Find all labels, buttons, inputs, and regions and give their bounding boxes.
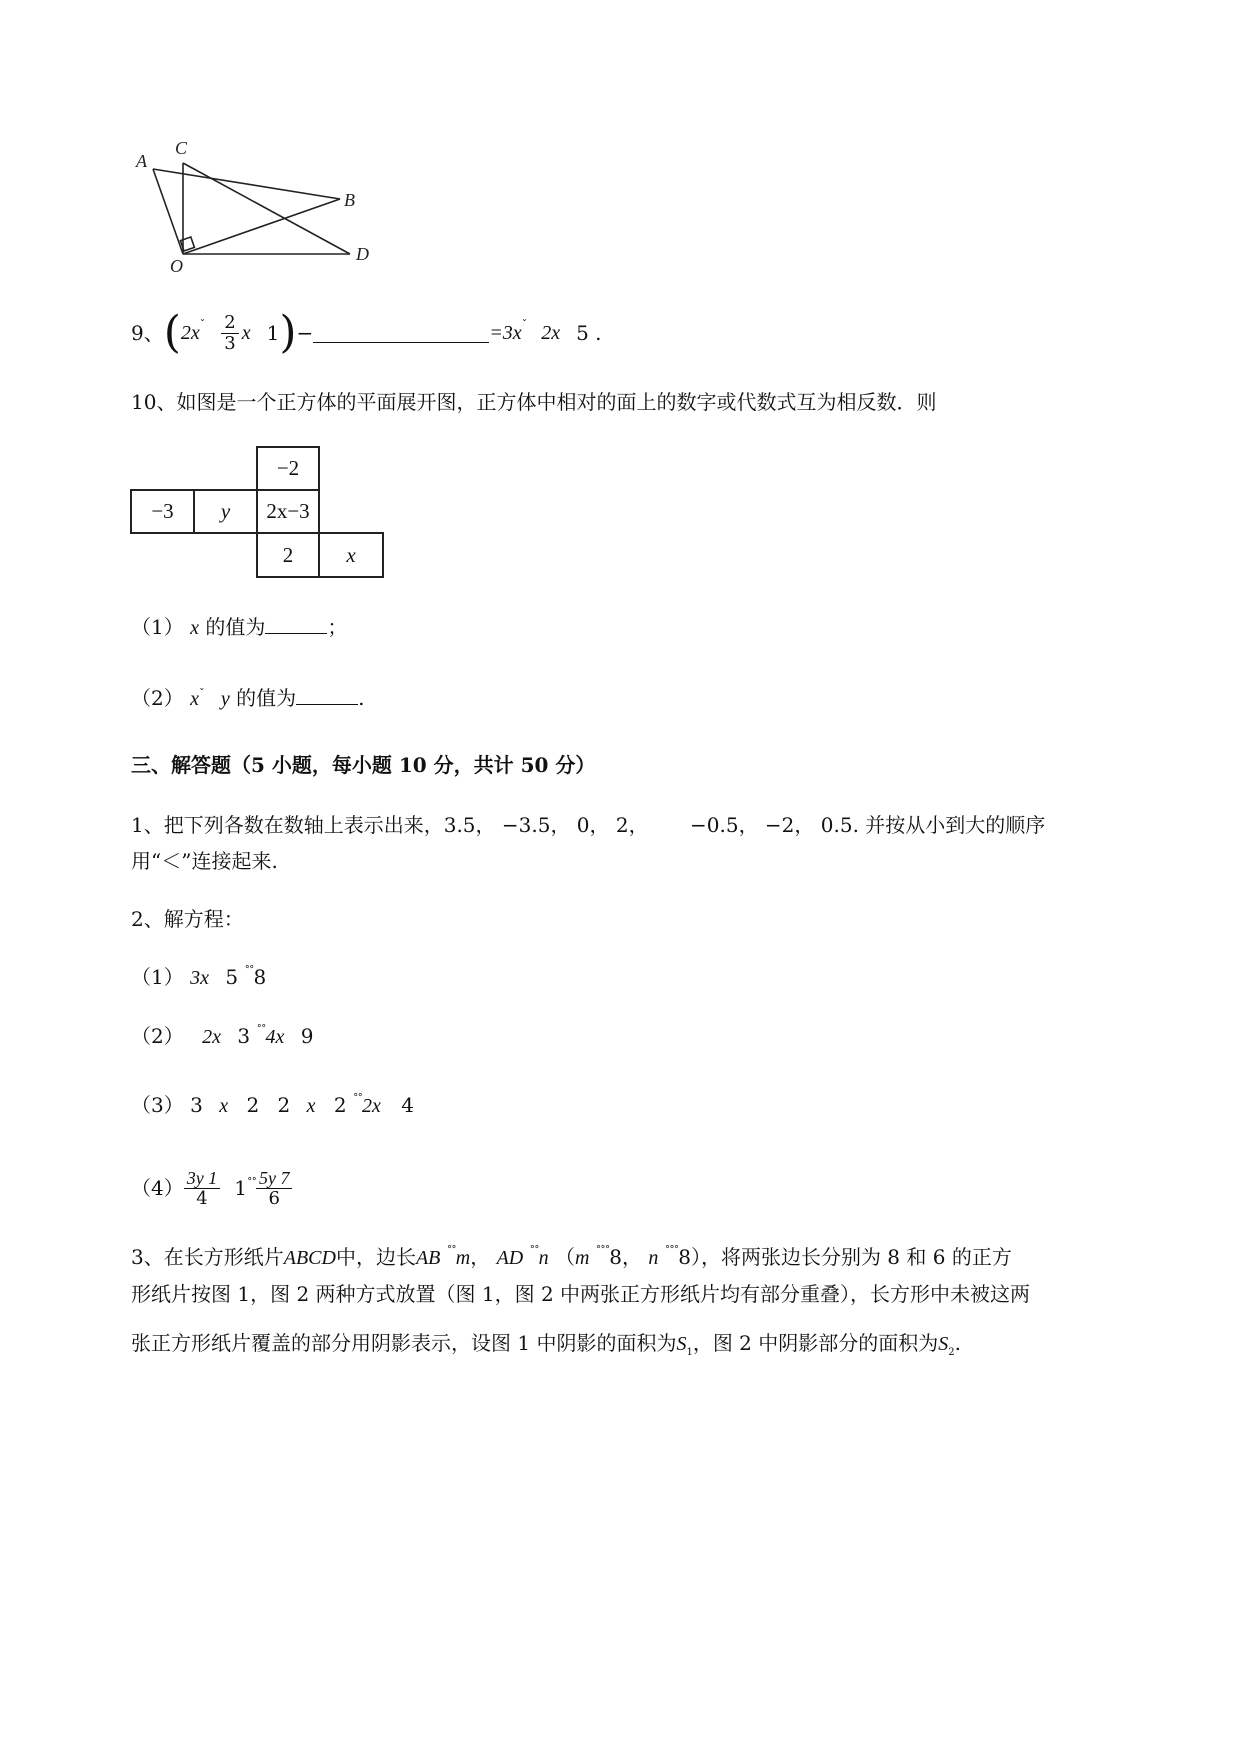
cube-net <box>130 446 386 580</box>
segment-AB <box>153 169 340 199</box>
q9-term1: 2x <box>180 322 200 344</box>
p2-eq2-garbled-icon: ˚˚ <box>256 1024 266 1037</box>
section-3-heading: 三、解答题（5 小题，每小题 10 分，共计 50 分） <box>131 753 596 777</box>
p3-m2: m <box>574 1247 590 1269</box>
question-9 <box>131 307 602 358</box>
p3-garbled-icon-2: ˚˚ <box>529 1245 539 1258</box>
p3-garbled-icon-4: ˚˚˚ <box>664 1245 679 1258</box>
p2-eq4-den2: 6 <box>268 1187 280 1209</box>
q9-rhs: =3x <box>489 322 522 344</box>
p3-line1-d: ），将两张边长分别为 8 和 6 的正方 <box>690 1245 1012 1269</box>
p2-eq2-b: 3 <box>237 1024 251 1048</box>
q10-sub1-prefix: （1） <box>131 615 184 639</box>
right-paren-icon: ) <box>279 307 297 358</box>
q10-sub1-var: x <box>190 617 199 639</box>
p3-line1-c: （ <box>554 1245 575 1269</box>
q10-sub2-blank[interactable] <box>296 686 358 705</box>
q10-sub2-text: 的值为 <box>236 686 297 710</box>
p2-eq4-den1: 4 <box>196 1187 208 1209</box>
left-paren-icon: ( <box>163 307 181 358</box>
p3-line3-b: ，图 2 中阴影部分的面积为 <box>692 1331 939 1355</box>
p3-abcd: ABCD <box>283 1247 336 1269</box>
p2-eq1-garbled-icon: ˚˚ <box>244 965 254 978</box>
p3-line3 <box>131 1330 961 1366</box>
q10-sub2-end: . <box>358 686 365 710</box>
p2-eq1-prefix: （1） <box>131 965 184 989</box>
p3-n: n <box>538 1247 549 1269</box>
q10-sub2 <box>131 685 364 715</box>
p2-eq1-c: 8 <box>253 965 267 989</box>
p1-line1-b: −0.5， −2， 0.5. 并按从小到大的顺序 <box>690 813 1046 837</box>
p2-eq3-b: x <box>219 1095 229 1117</box>
p2-eq3-prefix: （3） <box>131 1093 184 1117</box>
label-C: C <box>175 140 188 158</box>
segment-CD <box>183 163 350 254</box>
q9-minus: − <box>296 321 314 345</box>
q10-sub2-sup: ˇ <box>198 687 205 700</box>
q10-sub2-var2: y <box>220 688 230 710</box>
p3-garbled-icon-3: ˚˚˚ <box>595 1245 610 1258</box>
p3-line3-a: 张正方形纸片覆盖的部分用阴影表示，设图 1 中阴影的面积为 <box>131 1331 677 1355</box>
net-cell-top: −2 <box>256 446 320 491</box>
p2-eq4-frac1 <box>184 1168 221 1209</box>
p1-line2: 用“＜”连接起来. <box>131 849 278 873</box>
q9-sup2: ˇ <box>521 318 528 331</box>
p3-line2: 形纸片按图 1，图 2 两种方式放置（图 1，图 2 中两张正方形纸片均有部分重叠），长方形中未被这两 <box>131 1282 1031 1306</box>
p2-eq2-c: 4x <box>265 1026 285 1048</box>
p2-eq3-g: 2x <box>361 1095 381 1117</box>
geometry-figure <box>130 140 390 280</box>
q10-stem: 10、如图是一个正方体的平面展开图，正方体中相对的面上的数字或代数式互为相反数．则 <box>131 390 937 414</box>
p2-eq1 <box>131 964 266 994</box>
q9-frac-num: 2 <box>221 313 238 334</box>
p2-eq3-h: 4 <box>401 1093 414 1117</box>
p2-eq4-num1: 3y 1 <box>184 1168 221 1189</box>
p2-eq3-e: x <box>306 1095 316 1117</box>
p2-eq3-garbled-icon: ˚˚ <box>352 1093 362 1106</box>
p2-eq3-a: 3 <box>190 1093 203 1117</box>
segment-OB <box>183 199 340 254</box>
q10-sub2-var: x <box>190 688 199 710</box>
net-cell-bottom: 2 <box>256 532 320 578</box>
p2-eq4-garbled-icon: ˚˚ <box>246 1177 256 1190</box>
p2-eq1-b: 5 <box>225 965 239 989</box>
p3-eight1: 8 <box>609 1245 622 1269</box>
p3-line3-c: . <box>954 1331 962 1355</box>
p3-s1: S <box>676 1333 687 1355</box>
p2-eq3-c: 2 <box>246 1093 260 1117</box>
p3-s2-sub: 2 <box>948 1347 955 1358</box>
p2-eq2 <box>131 1023 313 1053</box>
label-B: B <box>344 190 355 210</box>
q9-sup1: ˇ <box>199 318 206 331</box>
p2-eq4-num2: 5y 7 <box>256 1168 293 1189</box>
net-cell-left: −3 <box>130 489 195 534</box>
p2-eq4-one: 1 <box>234 1176 247 1200</box>
q9-answer-blank[interactable] <box>313 324 489 343</box>
label-O: O <box>170 256 183 276</box>
p3-n2: n <box>648 1247 659 1269</box>
p2-eq1-a: 3x <box>190 967 209 989</box>
q9-number: 9、 <box>131 321 164 345</box>
label-A: A <box>136 151 147 171</box>
p3-garbled-icon-1: ˚˚ <box>446 1245 456 1258</box>
q9-x: x <box>241 322 251 344</box>
p3-line1-a: 3、在长方形纸片 <box>131 1245 284 1269</box>
q9-frac-den: 3 <box>224 332 236 354</box>
p2-eq3-f: 2 <box>333 1093 347 1117</box>
p2-eq4-prefix: （4） <box>131 1176 184 1200</box>
p3-s1-sub: 1 <box>686 1347 693 1358</box>
p2-eq4-frac2 <box>256 1168 293 1209</box>
p2-eq3-d: 2 <box>277 1093 291 1117</box>
q10-sub1 <box>131 614 347 641</box>
segment-AO <box>153 169 183 254</box>
q9-fraction <box>221 313 238 354</box>
q10-sub1-blank[interactable] <box>265 615 327 634</box>
label-D: D <box>356 244 369 264</box>
net-cell-center: 2x−3 <box>256 489 320 534</box>
p2-eq2-a: 2x <box>202 1026 221 1048</box>
p2-stem: 2、解方程： <box>131 907 244 931</box>
q10-sub2-prefix: （2） <box>131 686 184 710</box>
q10-sub1-text: 的值为 <box>205 615 266 639</box>
q10-sub1-end: ； <box>327 615 348 639</box>
net-cell-y: y <box>193 489 258 534</box>
p3-m: m <box>455 1247 471 1269</box>
q9-rhs-mid: 2x <box>541 322 561 344</box>
net-cell-x: x <box>318 532 384 578</box>
p2-eq3 <box>131 1092 414 1122</box>
p1-line1-a: 1、把下列各数在数轴上表示出来，3.5， −3.5， 0， 2， <box>131 813 649 837</box>
p3-line1-b: 中，边长 <box>335 1245 416 1269</box>
q9-rhs-end: 5 . <box>576 321 602 345</box>
p3-s2: S <box>938 1333 949 1355</box>
q9-one: 1 <box>266 321 280 345</box>
p3-ab: AB <box>415 1247 441 1269</box>
p3-line1: 3、在长方形纸片ABCD中，边长AB ˚˚m， AD ˚˚n （m ˚˚˚8， n ˚˚˚8），将两张边长分别为 8 和 6 的正方 <box>131 1245 1012 1269</box>
p3-ad: AD <box>496 1247 524 1269</box>
p2-eq2-d: 9 <box>300 1024 314 1048</box>
p2-eq4 <box>131 1160 292 1216</box>
p2-eq2-prefix: （2） <box>131 1024 184 1048</box>
p3-eight2: 8 <box>678 1245 691 1269</box>
